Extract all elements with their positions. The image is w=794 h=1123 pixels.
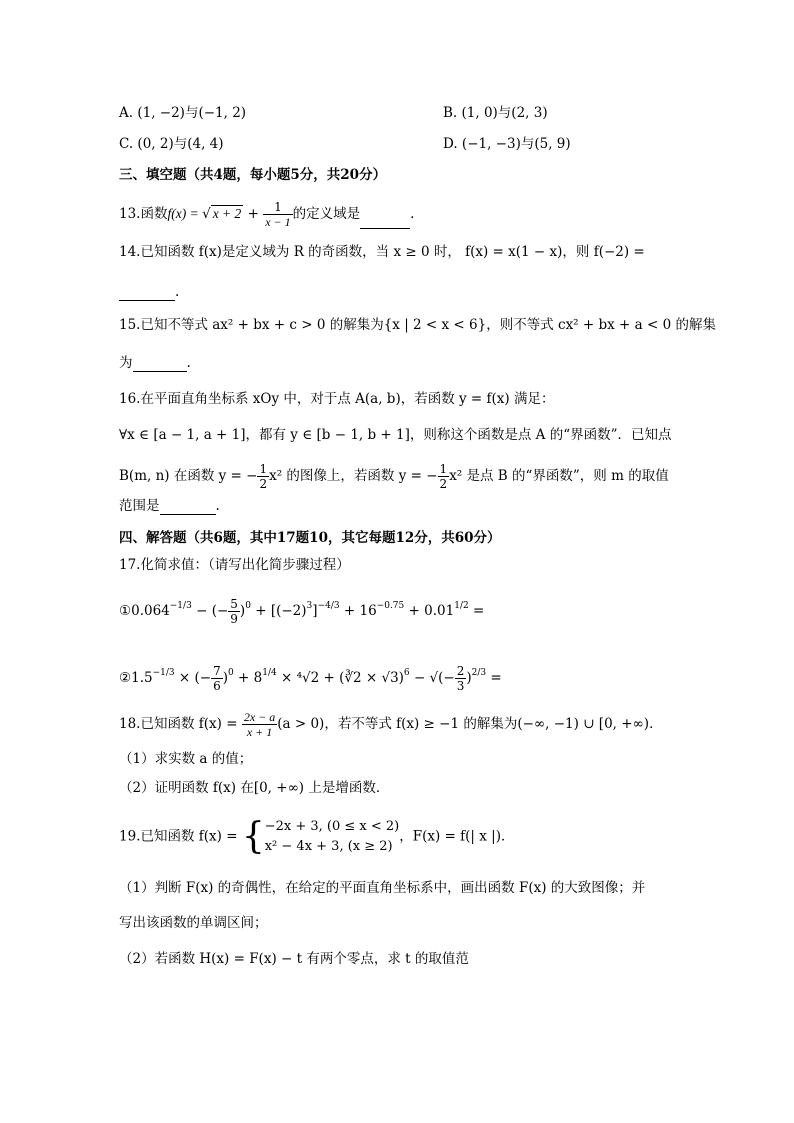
q16-l3b: x² 的图像上，若函数 y = − — [269, 468, 438, 484]
q13-fx: f(x) = — [167, 206, 203, 221]
question-14: 14.已知函数 f(x)是定义域为 R 的奇函数，当 x ≥ 0 时， f(x) = x(1 − x)，则 f(−2) = — [119, 244, 645, 260]
q17-e1c: ) — [239, 603, 246, 619]
question-13 — [119, 200, 414, 229]
q17-e1a: ①0.064 — [119, 603, 170, 619]
section3-title: 三、填空题 — [119, 167, 187, 183]
q17-e2b: × (− — [174, 670, 212, 686]
q13-fraction — [263, 200, 292, 229]
q19-case-2: x² − 4x + 3, (x ≥ 2) — [264, 839, 393, 854]
q17-e1-exp: −1/3 — [169, 601, 192, 611]
q18-part-2: （2）证明函数 f(x) 在[0, +∞) 上是增函数． — [119, 780, 390, 796]
question-16-line2: ∀x ∈ [a − 1, a + 1]，都有 y ∈ [b − 1, b + 1]，则称这个函数是点 A 的“界函数”．已知点 — [119, 427, 672, 443]
q17-e1g: + 0.01 — [404, 603, 455, 619]
choice-b: B. (1, 0)与(2, 3) — [443, 105, 548, 121]
q17-e1-exp3: 3 — [306, 601, 313, 611]
q17-e2-exp4: 6 — [403, 668, 410, 678]
q19-brace: { — [241, 816, 265, 857]
q17-e1-num: 5 — [230, 597, 238, 611]
q16-half-num-1: 1 — [259, 462, 268, 476]
q19-post: ，F(x) = f(| x |)． — [399, 828, 515, 845]
q16-l3c: x² 是点 B 的“界函数”，则 m 的取值 — [449, 468, 669, 484]
section3-note: （共4题，每小题5分，共20分） — [186, 167, 387, 183]
q17-e1b: − (− — [191, 603, 229, 619]
q19-part-1-line2: 写出该函数的单调区间； — [119, 915, 268, 931]
q18-pre: 18.已知函数 f(x) = — [119, 716, 242, 732]
q14-end: . — [175, 284, 180, 300]
q17-e1d: + [(−2) — [250, 603, 307, 619]
q18-den: x + 1 — [246, 725, 273, 739]
q13-answer-blank[interactable] — [360, 216, 410, 229]
q15-end: . — [186, 355, 191, 371]
question-15: 15.已知不等式 ax² + bx + c > 0 的解集为{x | 2 < x < 6}，则不等式 cx² + bx + a < 0 的解集 — [119, 317, 716, 333]
q13-num: 1 — [263, 200, 292, 215]
q16-half-2 — [438, 462, 450, 491]
q17-e1-frac — [228, 597, 240, 626]
q17-e2-num2: 2 — [456, 664, 465, 678]
question-18 — [119, 710, 663, 739]
q17-e1-exp5: −0.75 — [376, 601, 405, 611]
section4-note: （共6题，其中17题10，其它每题12分，共60分） — [186, 530, 501, 546]
q17-e2-num: 7 — [213, 664, 221, 678]
q13-post: 的定义域是 — [292, 206, 361, 222]
q19-case-1: −2x + 3, (0 ≤ x < 2) — [264, 819, 400, 834]
q17-e2c: ) — [222, 670, 229, 686]
q19-cases — [265, 817, 400, 857]
q17-e2-den2: 3 — [456, 679, 465, 693]
q17-e2a: ②1.5 — [119, 670, 153, 686]
question-16-line1: 16.在平面直角坐标系 xOy 中，对于点 A(a, b)，若函数 y = f(x) 满足： — [119, 391, 555, 407]
q17-expr-2 — [119, 664, 502, 693]
q15-line2: 为 — [119, 355, 133, 371]
section4-title: 四、解答题 — [119, 530, 187, 546]
q17-e2-exp3: 1/4 — [262, 668, 277, 678]
q17-e1h: = — [468, 603, 485, 619]
q13-sqrt-sign: √ — [202, 206, 211, 222]
q17-e2d: + 8 — [233, 670, 263, 686]
q17-e1-den: 9 — [230, 612, 238, 626]
q16-end: . — [215, 498, 220, 514]
q14-answer-blank[interactable] — [119, 288, 175, 301]
q13-plus: + — [243, 206, 264, 222]
q13-sqrt-content: x + 2 — [212, 206, 242, 221]
section4-heading — [119, 529, 501, 547]
q16-half-1 — [257, 462, 269, 491]
q16-half-den-2: 2 — [439, 477, 448, 491]
q17-e2g: ) — [466, 670, 472, 686]
q19-pre: 19.已知函数 f(x) = — [119, 828, 242, 845]
q17-e1-exp4: −4/3 — [317, 601, 340, 611]
q15-answer-blank[interactable] — [133, 359, 187, 372]
q14-answer-line — [119, 283, 179, 301]
q16-answer-blank[interactable] — [160, 502, 216, 515]
q16-answer-line — [119, 497, 220, 515]
q17-e2-exp2: 0 — [228, 668, 234, 678]
section3-heading — [119, 166, 386, 184]
q13-den: x − 1 — [265, 215, 291, 229]
q17-e1-exp2: 0 — [245, 601, 251, 611]
question-19 — [119, 817, 514, 857]
q16-l3a: B(m, n) 在函数 y = − — [119, 468, 258, 484]
question-17-title: 17.化简求值：（请写出化简步骤过程） — [119, 557, 350, 573]
q17-e2-frac — [211, 664, 223, 693]
q17-e1-exp6: 1/2 — [454, 601, 469, 611]
question-16-line3 — [119, 462, 669, 491]
q16-half-num-2: 1 — [439, 462, 448, 476]
q17-e1f: + 16 — [339, 603, 377, 619]
q18-post: (a > 0)，若不等式 f(x) ≥ −1 的解集为(−∞, −1) ∪ [0, +∞)． — [277, 716, 663, 732]
choice-a: A. (1, −2)与(−1, 2) — [119, 105, 247, 121]
q17-e2h: = — [486, 670, 502, 686]
q16-half-den-1: 2 — [259, 477, 268, 491]
q17-e2-den: 6 — [213, 679, 221, 693]
q18-fraction — [242, 710, 277, 739]
choice-c: C. (0, 2)与(4, 4) — [119, 136, 224, 152]
q17-e2-frac2 — [455, 664, 467, 693]
q19-part-2: （2）若函数 H(x) = F(x) − t 有两个零点，求 t 的取值范 — [119, 951, 469, 967]
q17-e2-exp: −1/3 — [152, 668, 175, 678]
q17-e2-exp5: 2/3 — [471, 668, 487, 678]
choice-d: D. (−1, −3)与(5, 9) — [443, 136, 571, 152]
q13-end: . — [410, 206, 415, 222]
q17-e2e: × ⁴√2 + (∛2 × √3) — [276, 670, 404, 686]
q19-part-1-line1: （1）判断 F(x) 的奇偶性，在给定的平面直角坐标系中，画出函数 F(x) 的大致图像；并 — [119, 880, 646, 896]
q13-pre: 13.函数 — [119, 206, 168, 222]
q17-expr-1 — [119, 597, 484, 626]
q16-l4: 范围是 — [119, 498, 160, 514]
q17-e1e: ] — [312, 603, 318, 619]
q17-e2f: − √(− — [409, 670, 455, 686]
q18-part-1: （1）求实数 a 的值； — [119, 751, 253, 767]
q18-num: 2x − a — [243, 710, 276, 724]
q15-answer-line — [119, 354, 191, 372]
